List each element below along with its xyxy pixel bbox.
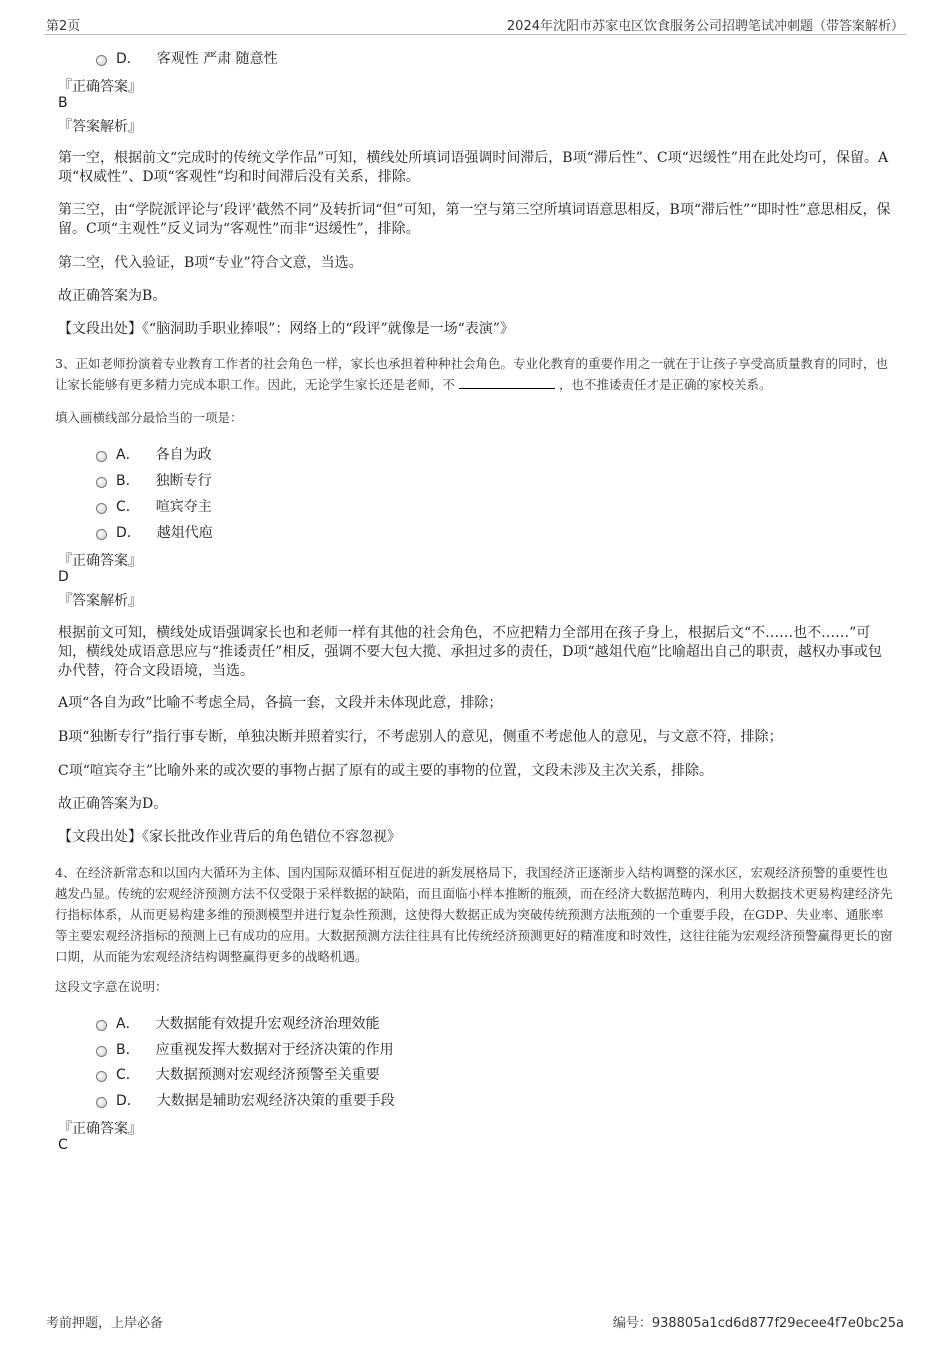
option-c[interactable]: C． 喧宾夺主 bbox=[96, 496, 212, 516]
question-prompt: 这段文字意在说明： bbox=[55, 979, 168, 994]
radio-icon[interactable] bbox=[96, 529, 107, 540]
answer-value: D bbox=[58, 569, 69, 585]
analysis-paragraph: 故正确答案为D。 bbox=[58, 796, 168, 812]
radio-icon[interactable] bbox=[96, 503, 107, 514]
question-prompt: 填入画横线部分最恰当的一项是： bbox=[55, 410, 243, 425]
fill-blank bbox=[459, 376, 555, 389]
source-citation: 【文段出处】《家长批改作业背后的角色错位不容忽视》 bbox=[58, 829, 401, 845]
answer-value: C bbox=[58, 1137, 68, 1153]
radio-icon[interactable] bbox=[96, 55, 107, 66]
option-b[interactable]: B． 应重视发挥大数据对于经济决策的作用 bbox=[96, 1039, 394, 1059]
answer-label: 『正确答案』 bbox=[58, 1121, 142, 1137]
answer-label: 『正确答案』 bbox=[58, 553, 142, 569]
page-header bbox=[44, 12, 906, 35]
page-footer bbox=[44, 1312, 906, 1332]
option-a[interactable]: A． 大数据能有效提升宏观经济治理效能 bbox=[96, 1013, 380, 1033]
analysis-paragraph: 第三空，由“学院派评论与‘段评’截然不同”及转折词“但”可知，第一空与第三空所填词语意思相反，B项“滞后性”“即时性”意思相反，保留。C项“主观性”反义词为“客观性”而非“迟缓性”，排除。 bbox=[58, 202, 891, 237]
analysis-paragraph: 第一空，根据前文“完成时的传统文学作品”可知，横线处所填词语强调时间滞后，B项“滞后性”、C项“迟缓性”用在此处均可，保留。A项“权威性”、D项“客观性”均和时间滞后没有关系，排除。 bbox=[58, 150, 889, 185]
option-c[interactable]: C． 大数据预测对宏观经济预警至关重要 bbox=[96, 1064, 380, 1084]
document-id: 编号：938805a1cd6d877f29ecee4f7e0bc25a bbox=[612, 1316, 904, 1331]
question-stem: 3、正如老师扮演着专业教育工作者的社会角色一样，家长也承担着种种社会角色。专业化教育的重要作用之一就在于让孩子享受高质量教育的同时，也让家长能够有更多精力完成本职工作。因此，无论学生家长还是老师，不 ，也不推诿责任才是正确的家校关系。 bbox=[55, 356, 888, 392]
source-citation: 【文段出处】《“脑洞助手职业捧哏”：网络上的“段评”就像是一场“表演”》 bbox=[58, 321, 514, 337]
radio-icon[interactable] bbox=[96, 477, 107, 488]
option-d[interactable]: D． 客观性 严肃 随意性 bbox=[96, 48, 278, 68]
analysis-paragraph: A项“各自为政”比喻不考虑全局，各搞一套，文段并未体现此意，排除； bbox=[58, 695, 503, 711]
radio-icon[interactable] bbox=[96, 1020, 107, 1031]
analysis-label: 『答案解析』 bbox=[58, 593, 142, 609]
option-b[interactable]: B． 独断专行 bbox=[96, 470, 212, 490]
analysis-paragraph: B项“独断专行”指行事专断，单独决断并照着实行，不考虑别人的意见，侧重不考虑他人的意见，与文意不符，排除； bbox=[58, 729, 783, 745]
footer-slogan: 考前押题，上岸必备 bbox=[46, 1316, 164, 1331]
answer-value: B bbox=[58, 95, 68, 111]
analysis-label: 『答案解析』 bbox=[58, 119, 142, 135]
page-number: 第2页 bbox=[46, 19, 81, 34]
answer-label: 『正确答案』 bbox=[58, 79, 142, 95]
radio-icon[interactable] bbox=[96, 1046, 107, 1057]
analysis-paragraph: C项“喧宾夺主”比喻外来的或次要的事物占据了原有的或主要的事物的位置，文段未涉及主次关系，排除。 bbox=[58, 763, 714, 779]
radio-icon[interactable] bbox=[96, 1097, 107, 1108]
analysis-paragraph: 第二空，代入验证，B项“专业”符合文意，当选。 bbox=[58, 255, 363, 271]
option-d[interactable]: D． 大数据是辅助宏观经济决策的重要手段 bbox=[96, 1090, 395, 1110]
question-stem: 4、在经济新常态和以国内大循环为主体、国内国际双循环相互促进的新发展格局下，我国经济正逐渐步入结构调整的深水区，宏观经济预警的重要性也越发凸显。传统的宏观经济预测方法不仅受限于采样数据的缺陷，而且面临小样本推断的瓶颈，而在经济大数据范畴内，利用大数据技术更易构建经济先行指标体系，从而更易构建多维的预测模型并进行复杂性预测，这使得大数据正成为突破传统预测方法瓶颈的一个重要手段，在GDP、失业率、通胀率等主要宏观经济指标的预测上已有成功的应用。大数据预测方法往往具有比传统经济预测更好的精准度和时效性，这往往能为宏观经济预警赢得更长的窗口期，从而能为宏观经济结构调整赢得更多的战略机遇。 bbox=[55, 865, 893, 964]
analysis-paragraph: 根据前文可知，横线处成语强调家长也和老师一样有其他的社会角色，不应把精力全部用在孩子身上，根据后文“不……也不……”可知，横线处成语意思应与“推诿责任”相反，强调不要大包大揽、承担过多的责任，D项“越俎代庖”比喻超出自己的职责，越权办事或包办代替，符合文段语境，当选。 bbox=[58, 625, 882, 679]
radio-icon[interactable] bbox=[96, 1071, 107, 1082]
option-a[interactable]: A． 各自为政 bbox=[96, 444, 212, 464]
document-title: 2024年沈阳市苏家屯区饮食服务公司招聘笔试冲刺题（带答案解析） bbox=[506, 19, 904, 34]
analysis-paragraph: 故正确答案为B。 bbox=[58, 288, 167, 304]
radio-icon[interactable] bbox=[96, 451, 107, 462]
option-d[interactable]: D． 越俎代庖 bbox=[96, 522, 213, 542]
